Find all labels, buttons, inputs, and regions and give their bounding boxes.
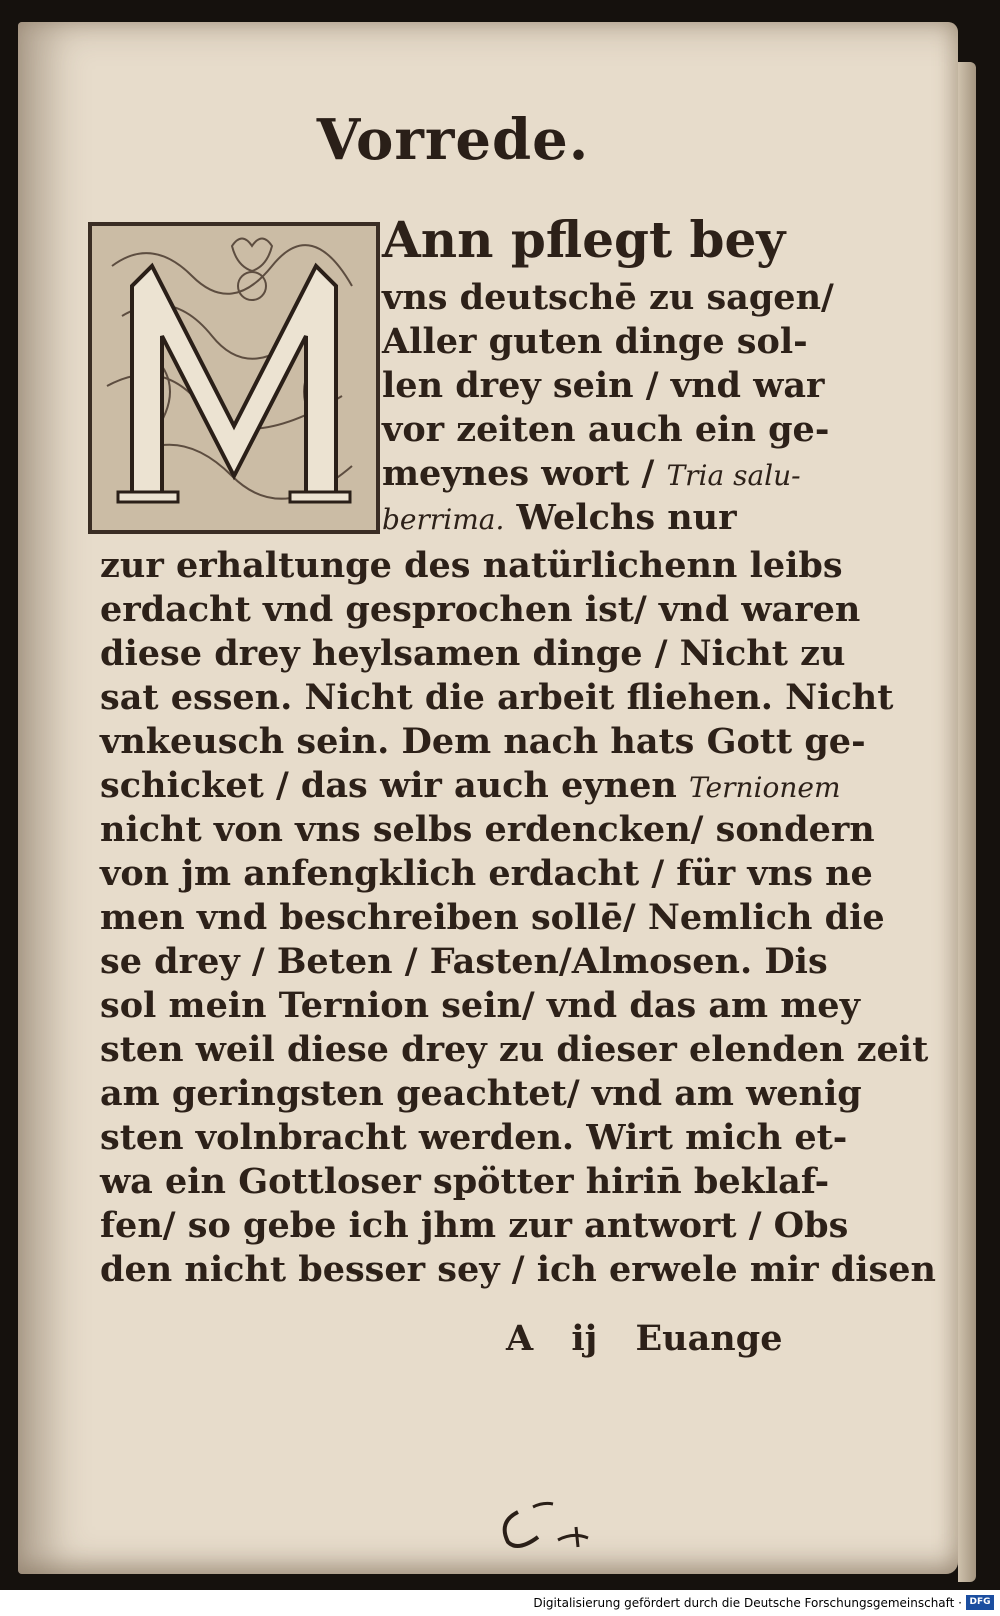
ornament-m-icon	[92, 226, 376, 530]
funding-credit: Digitalisierung gefördert durch die Deutsche Forschungsgemeinschaft ·	[533, 1596, 962, 1610]
book-page	[18, 22, 958, 1574]
decorated-initial	[88, 222, 380, 534]
text-line: nicht von vns selbs erdencken/ sondern	[100, 809, 875, 850]
text-line: berrima. Welchs nur	[382, 497, 737, 538]
text-line: se drey / Beten / Fasten/Almosen. Dis	[100, 941, 828, 982]
dfg-logo-icon: DFG	[966, 1595, 994, 1610]
text-line: Ann pflegt bey	[382, 210, 786, 269]
text-line: sat essen. Nicht die arbeit fliehen. Nicht	[100, 677, 894, 718]
handwritten-mark-icon	[488, 1492, 608, 1562]
page-heading: Vorrede.	[316, 107, 590, 173]
text-line: erdacht vnd gesprochen ist/ vnd waren	[100, 589, 861, 630]
page-edge	[958, 62, 976, 1582]
text-line: den nicht besser sey / ich erwele mir disen	[100, 1249, 936, 1290]
text-line: len drey sein / vnd war	[382, 365, 825, 406]
text-line: sten weil diese drey zu dieser elenden zeit	[100, 1029, 929, 1070]
text-line: vnkeusch sein. Dem nach hats Gott ge-	[100, 721, 866, 762]
text-line: sol mein Ternion sein/ vnd das am mey	[100, 985, 860, 1026]
text-line: schicket / das wir auch eynen Ternionem	[100, 765, 841, 806]
text-line: diese drey heylsamen dinge / Nicht zu	[100, 633, 846, 674]
text-line: am geringsten geachtet/ vnd am wenig	[100, 1073, 862, 1114]
text-line: fen/ so gebe ich jhm zur antwort / Obs	[100, 1205, 849, 1246]
text-line: zur erhaltunge des natürlichenn leibs	[100, 545, 843, 586]
text-line: vns deutschē zu sagen/	[382, 277, 834, 318]
text-line: vor zeiten auch ein ge-	[382, 409, 830, 450]
text-line: sten volnbracht werden. Wirt mich et-	[100, 1117, 848, 1158]
signature-catchword: A ij Euange	[506, 1318, 783, 1359]
text-line: Aller guten dinge sol-	[382, 321, 808, 362]
text-line: meynes wort / Tria salu-	[382, 453, 801, 494]
text-line: wa ein Gottloser spötter hirin̄ beklaf-	[100, 1161, 830, 1202]
footer-bar	[0, 1590, 1000, 1616]
text-line: von jm anfengklich erdacht / für vns ne	[100, 853, 873, 894]
text-line: men vnd beschreiben sollē/ Nemlich die	[100, 897, 885, 938]
